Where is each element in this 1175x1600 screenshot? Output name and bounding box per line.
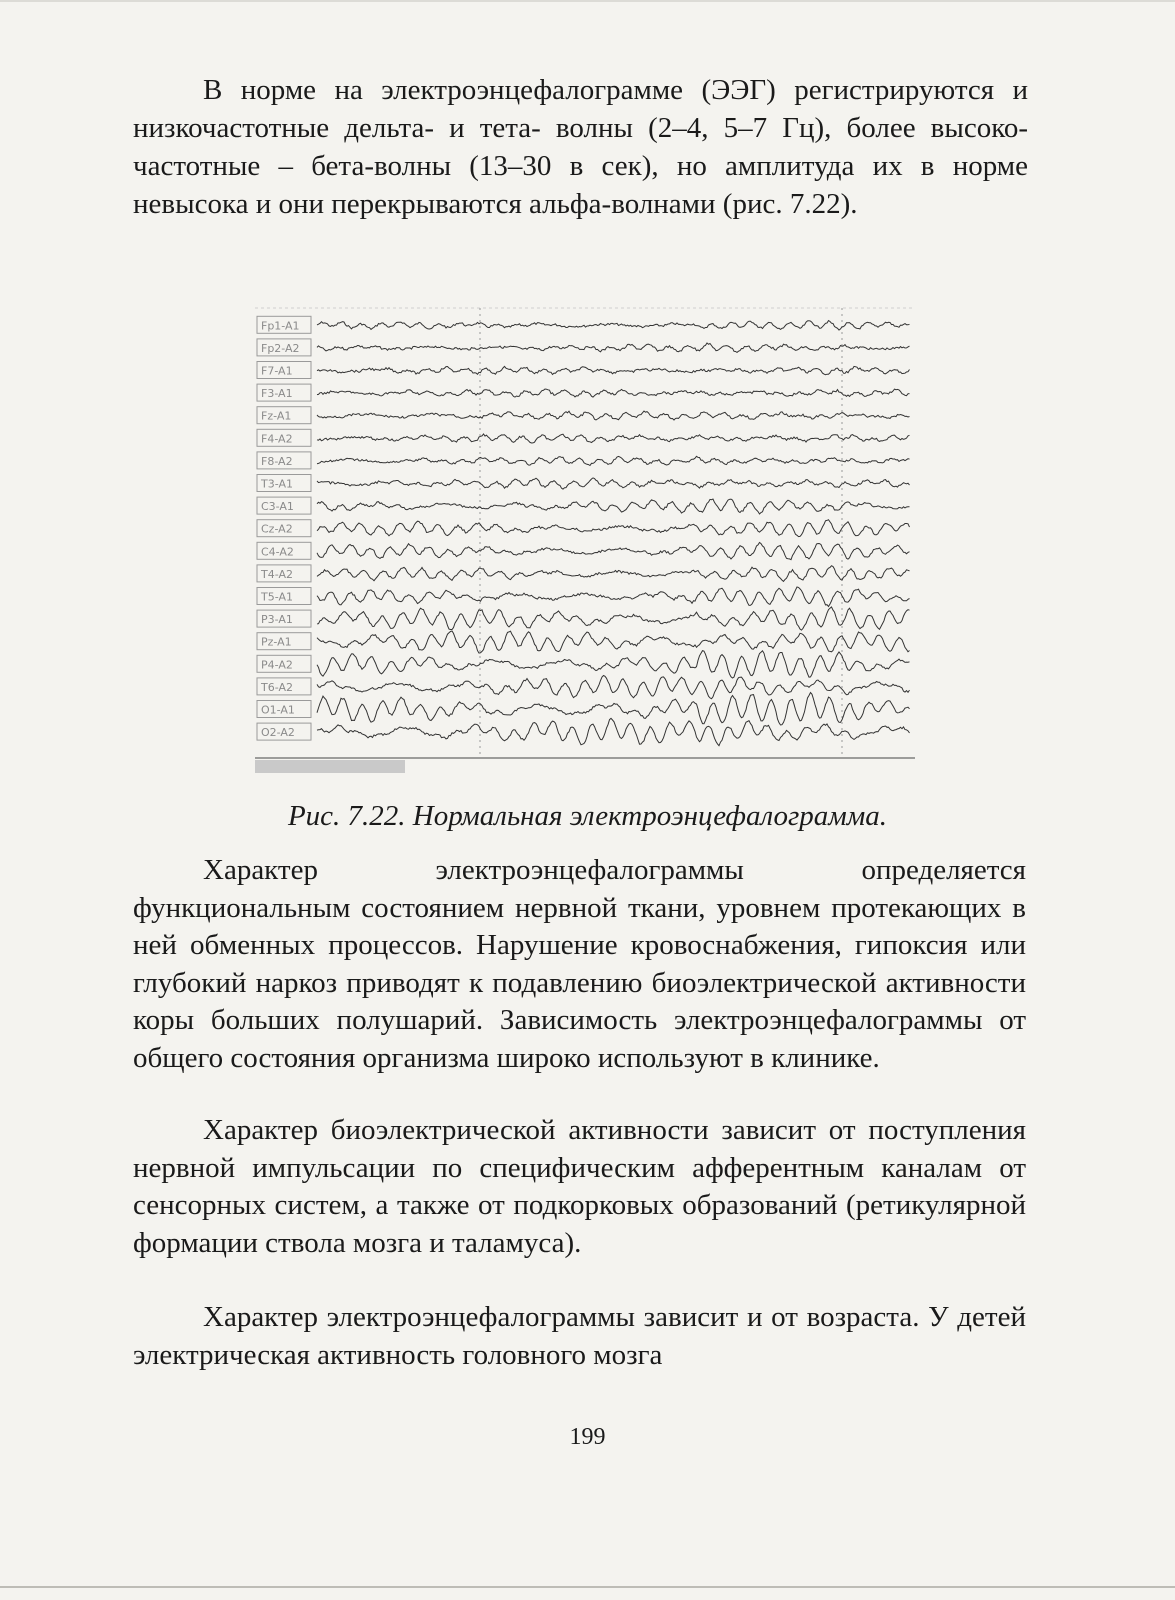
paragraph-eeg-norm: В норме на электроэнцефалограмме (ЭЭГ) регистрируются и низкочастотные дельта- и тета- волны (2–4, 5–7 Гц), более высоко-частотные – бета-волны (13–30 в сек), но амплитуда их в норме невысока и они перекрываются альфа-волнами (рис. 7.22).: [133, 74, 1028, 220]
eeg-recording: [255, 290, 915, 775]
eeg-trace: [317, 366, 910, 374]
eeg-trace: [317, 520, 910, 537]
channel-label: T4-A2: [261, 567, 293, 581]
channel-label: T3-A1: [261, 477, 293, 491]
page-number: 199: [569, 1424, 606, 1450]
eeg-trace: [317, 587, 910, 607]
channel-label: P4-A2: [261, 658, 293, 672]
channel-label: P3-A1: [261, 613, 293, 627]
channel-label: F3-A1: [261, 387, 293, 401]
channel-label: Cz-A2: [261, 522, 293, 536]
eeg-trace: [317, 478, 910, 489]
eeg-trace: [317, 676, 910, 699]
eeg-trace: [317, 607, 910, 630]
eeg-trace: [317, 499, 910, 514]
scan-bottom-edge: [0, 1586, 1175, 1588]
channel-label: Fp2-A2: [261, 341, 300, 355]
channel-label: C3-A1: [261, 500, 294, 514]
eeg-trace: [317, 389, 910, 397]
eeg-trace: [317, 343, 910, 352]
eeg-trace: [317, 434, 910, 443]
channel-label: T5-A1: [261, 590, 293, 604]
eeg-trace: [317, 411, 910, 420]
scan-top-edge: [0, 0, 1175, 2]
channel-label: Pz-A1: [261, 635, 292, 649]
figure-caption: Рис. 7.22. Нормальная электроэнцефалограмма.: [287, 800, 888, 832]
paragraph-bioelectric-activity: Характер биоэлектрической активности зависит от поступления нервной импульсации по специфическим афферентным каналам от сенсорных систем, а также от подкорковых образований (ретикулярной формации ствола мозга и таламуса).: [133, 1114, 1026, 1259]
eeg-trace: [317, 543, 910, 560]
paragraph-eeg-character: Характер электроэнцефалограммы определяется функциональным состоянием нервной ткани, уровнем протекающих в ней обменных процессов. Нарушение кровоснабжения, гипоксия или глубокий наркоз приводят к подавлению биоэлектрической активности коры больших полушарий. Зависимость электроэнцефалограммы от общего состояния организма широко используют в клинике.: [133, 854, 1026, 1074]
channel-label: C4-A2: [261, 545, 294, 559]
recorder-stamp: [255, 760, 405, 773]
eeg-trace: [317, 718, 910, 745]
channel-label: O1-A1: [261, 703, 295, 717]
eeg-trace: [317, 456, 910, 465]
channel-label: Fz-A1: [261, 409, 292, 423]
channel-label: Fp1-A1: [261, 319, 300, 333]
eeg-trace: [317, 651, 910, 678]
eeg-trace: [317, 321, 910, 331]
channel-label: F4-A2: [261, 432, 293, 446]
eeg-figure: [255, 290, 915, 775]
channel-label: T6-A2: [261, 680, 293, 694]
channel-label: F8-A2: [261, 454, 293, 468]
channel-label: O2-A2: [261, 726, 295, 740]
channel-label: F7-A1: [261, 364, 293, 378]
paragraph-age-dependence: Характер электроэнцефалограммы зависит и от возраста. У детей электрическая активность головного мозга: [133, 1301, 1026, 1371]
eeg-trace: [317, 566, 910, 582]
eeg-trace: [317, 631, 910, 653]
